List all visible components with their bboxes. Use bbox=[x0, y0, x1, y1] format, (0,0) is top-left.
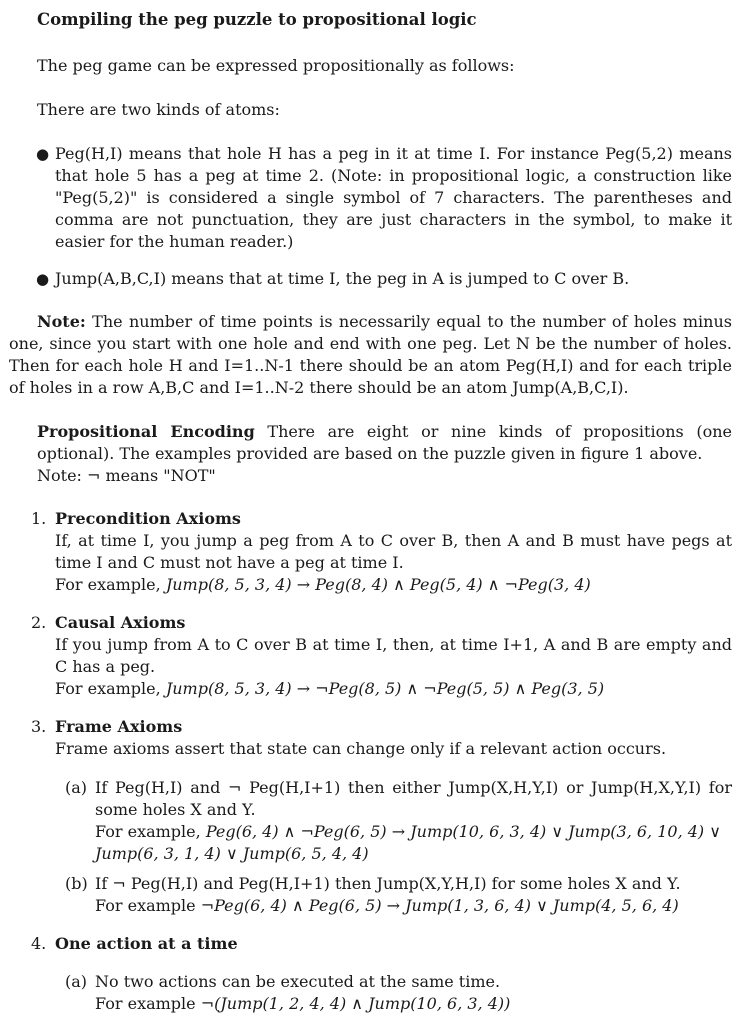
subitem-label: (a) bbox=[65, 972, 88, 991]
example-formula-line2: Jump(6, 3, 1, 4) ∨ Jump(6, 5, 4, 4) bbox=[95, 844, 369, 863]
example-formula: ¬Peg(6, 4) ∧ Peg(6, 5) → Jump(1, 3, 6, 4) ∨ Jump(4, 5, 6, 4) bbox=[200, 896, 679, 915]
example-label: For example bbox=[95, 994, 196, 1013]
subitem-example bbox=[95, 993, 510, 1015]
note-label: Note: bbox=[37, 312, 86, 331]
subitem-label: (b) bbox=[65, 874, 88, 893]
encoding-label: Propositional Encoding bbox=[37, 422, 255, 441]
example-label: For example, bbox=[55, 575, 161, 594]
bullet-icon: ● bbox=[36, 270, 50, 288]
note-paragraph bbox=[9, 311, 732, 399]
subitem-text: No two actions can be executed at the same time. bbox=[95, 972, 501, 991]
subitem-example bbox=[95, 821, 735, 843]
subitem-label: (a) bbox=[65, 778, 88, 797]
item-example bbox=[55, 574, 591, 596]
subitem-text: If ¬ Peg(H,I) and Peg(H,I+1) then Jump(X,Y,H,I) for some holes X and Y. bbox=[95, 874, 681, 893]
item-text: Frame axioms assert that state can change only if a relevant action occurs. bbox=[55, 739, 667, 758]
atom-peg-definition: Peg(H,I) means that hole H has a peg in it at time I. For instance Peg(5,2) means that hole 5 has a peg at time 2. (Note: in propositional logic, a construction like "Peg(5,2)" is considered a single symbol of 7 characters. The parentheses and comma are not punctuation, they are just characters in the symbol, to make it easier for the human reader.) bbox=[55, 144, 732, 251]
example-formula: Jump(8, 5, 3, 4) → Peg(8, 4) ∧ Peg(5, 4) ∧ ¬Peg(3, 4) bbox=[165, 575, 591, 594]
encoding-text: There are eight or nine kinds of propositions (one optional). The examples provided are based on the puzzle given in figure 1 above. bbox=[37, 422, 733, 463]
example-label: For example, bbox=[95, 822, 201, 841]
item-number: 4. bbox=[31, 934, 47, 953]
item-number: 2. bbox=[31, 613, 47, 632]
subitem-text: If Peg(H,I) and ¬ Peg(H,I+1) then either Jump(X,H,Y,I) or Jump(H,X,Y,I) for some holes X and Y. bbox=[95, 778, 732, 819]
item-text: If, at time I, you jump a peg from A to C over B, then A and B must have pegs at time I and C must not have a peg at time I. bbox=[55, 531, 732, 572]
example-formula: Jump(8, 5, 3, 4) → ¬Peg(8, 5) ∧ ¬Peg(5, 5) ∧ Peg(3, 5) bbox=[165, 679, 605, 698]
item-heading: One action at a time bbox=[55, 934, 238, 953]
intro-paragraph: The peg game can be expressed propositionally as follows: bbox=[37, 56, 515, 75]
bullet-icon: ● bbox=[36, 145, 50, 163]
item-heading: Frame Axioms bbox=[55, 717, 183, 736]
encoding-note: Note: ¬ means "NOT" bbox=[37, 466, 216, 485]
example-label: For example, bbox=[55, 679, 161, 698]
item-heading: Precondition Axioms bbox=[55, 509, 241, 528]
example-formula: ¬(Jump(1, 2, 4, 4) ∧ Jump(10, 6, 3, 4)) bbox=[200, 994, 511, 1013]
encoding-paragraph bbox=[37, 421, 732, 465]
atom-jump-definition: Jump(A,B,C,I) means that at time I, the peg in A is jumped to C over B. bbox=[55, 269, 630, 288]
item-number: 1. bbox=[31, 509, 47, 528]
example-formula-line1: Peg(6, 4) ∧ ¬Peg(6, 5) → Jump(10, 6, 3, 4) ∨ Jump(3, 6, 10, 4) ∨ bbox=[205, 822, 721, 841]
item-example bbox=[55, 678, 604, 700]
subitem-example bbox=[95, 895, 679, 917]
section-title: Compiling the peg puzzle to propositional logic bbox=[37, 10, 477, 29]
item-number: 3. bbox=[31, 717, 47, 736]
example-label: For example bbox=[95, 896, 196, 915]
item-heading: Causal Axioms bbox=[55, 613, 186, 632]
atoms-intro: There are two kinds of atoms: bbox=[37, 100, 280, 119]
item-text: If you jump from A to C over B at time I, then, at time I+1, A and B are empty and C has a peg. bbox=[55, 635, 732, 676]
note-text: The number of time points is necessarily equal to the number of holes minus one, since you start with one hole and end with one peg. Let N be the number of holes. Then for each hole H and I=1..N-1 there should be an atom Peg(H,I) and for each triple of holes in a row A,B,C and I=1..N-2 there should be an atom Jump(A,B,C,I). bbox=[9, 312, 732, 397]
